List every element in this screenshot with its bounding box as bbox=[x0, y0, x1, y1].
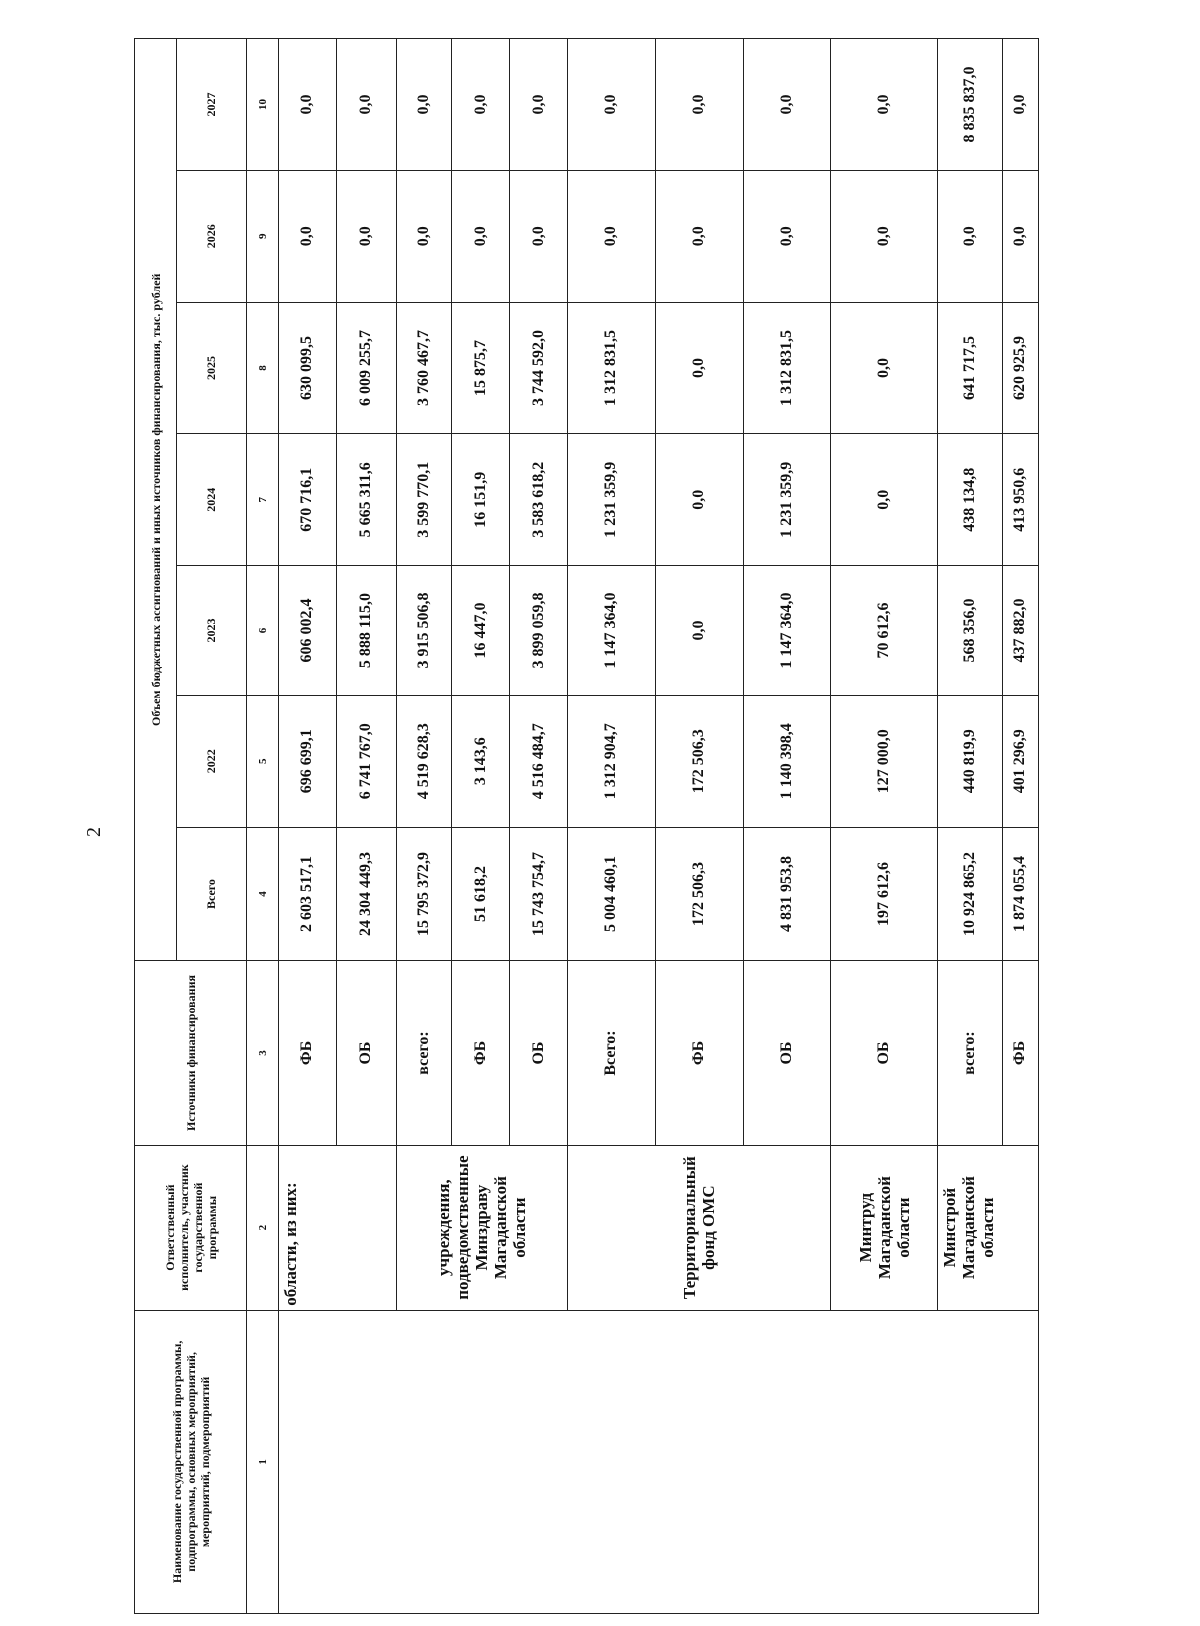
responsible-cell: области, из них: bbox=[279, 1145, 397, 1310]
header-year-2022: 2022 bbox=[177, 695, 247, 827]
value-cell: 1 874 055,4 bbox=[1002, 827, 1038, 961]
value-cell: 438 134,8 bbox=[938, 434, 1002, 566]
value-cell: 0,0 bbox=[567, 39, 655, 171]
value-cell: 0,0 bbox=[279, 39, 337, 171]
value-cell: 24 304 449,3 bbox=[336, 827, 396, 961]
header-responsible: Ответственный исполнитель, участник государственной программы bbox=[135, 1145, 247, 1310]
value-cell: 0,0 bbox=[831, 39, 938, 171]
value-cell: 568 356,0 bbox=[938, 566, 1002, 696]
source-cell: всего: bbox=[396, 961, 452, 1145]
value-cell: 3 744 592,0 bbox=[510, 302, 568, 434]
source-cell: ОБ bbox=[510, 961, 568, 1145]
responsible-cell: Территориальный фонд ОМС bbox=[567, 1145, 830, 1310]
value-cell: 1 312 904,7 bbox=[567, 695, 655, 827]
header-year-2024: 2024 bbox=[177, 434, 247, 566]
value-cell: 5 665 311,6 bbox=[336, 434, 396, 566]
value-cell: 0,0 bbox=[279, 170, 337, 302]
value-cell: 696 699,1 bbox=[279, 695, 337, 827]
value-cell: 0,0 bbox=[510, 170, 568, 302]
value-cell: 670 716,1 bbox=[279, 434, 337, 566]
header-year-2025: 2025 bbox=[177, 302, 247, 434]
value-cell: 1 312 831,5 bbox=[743, 302, 831, 434]
value-cell: 1 312 831,5 bbox=[567, 302, 655, 434]
source-cell: ФБ bbox=[1002, 961, 1038, 1145]
value-cell: 0,0 bbox=[396, 170, 452, 302]
value-cell: 0,0 bbox=[655, 39, 743, 171]
value-cell: 4 516 484,7 bbox=[510, 695, 568, 827]
value-cell: 0,0 bbox=[452, 39, 510, 171]
value-cell: 51 618,2 bbox=[452, 827, 510, 961]
value-cell: 1 231 359,9 bbox=[743, 434, 831, 566]
source-cell: ФБ bbox=[452, 961, 510, 1145]
value-cell: 0,0 bbox=[336, 39, 396, 171]
value-cell: 0,0 bbox=[336, 170, 396, 302]
value-cell: 0,0 bbox=[567, 170, 655, 302]
value-cell: 0,0 bbox=[510, 39, 568, 171]
column-number: 8 bbox=[247, 302, 279, 434]
source-cell: ФБ bbox=[279, 961, 337, 1145]
value-cell: 1 140 398,4 bbox=[743, 695, 831, 827]
column-number: 10 bbox=[247, 39, 279, 171]
value-cell: 15 875,7 bbox=[452, 302, 510, 434]
value-cell: 3 599 770,1 bbox=[396, 434, 452, 566]
column-number: 3 bbox=[247, 961, 279, 1145]
value-cell: 440 819,9 bbox=[938, 695, 1002, 827]
value-cell: 401 296,9 bbox=[1002, 695, 1038, 827]
value-cell: 0,0 bbox=[938, 170, 1002, 302]
value-cell: 6 009 255,7 bbox=[336, 302, 396, 434]
value-cell: 3 143,6 bbox=[452, 695, 510, 827]
value-cell: 0,0 bbox=[452, 170, 510, 302]
value-cell: 0,0 bbox=[831, 302, 938, 434]
value-cell: 197 612,6 bbox=[831, 827, 938, 961]
value-cell: 1 147 364,0 bbox=[743, 566, 831, 696]
value-cell: 437 882,0 bbox=[1002, 566, 1038, 696]
header-year-2023: 2023 bbox=[177, 566, 247, 696]
value-cell: 3 899 059,8 bbox=[510, 566, 568, 696]
value-cell: 16 151,9 bbox=[452, 434, 510, 566]
column-number: 7 bbox=[247, 434, 279, 566]
value-cell: 3 915 506,8 bbox=[396, 566, 452, 696]
value-cell: 6 741 767,0 bbox=[336, 695, 396, 827]
value-cell: 0,0 bbox=[655, 434, 743, 566]
table-row bbox=[279, 39, 337, 1614]
value-cell: 5 004 460,1 bbox=[567, 827, 655, 961]
source-cell: ФБ bbox=[655, 961, 743, 1145]
column-number: 9 bbox=[247, 170, 279, 302]
source-cell: ОБ bbox=[743, 961, 831, 1145]
value-cell: 1 147 364,0 bbox=[567, 566, 655, 696]
value-cell: 413 950,6 bbox=[1002, 434, 1038, 566]
value-cell: 0,0 bbox=[655, 302, 743, 434]
column-number: 1 bbox=[247, 1310, 279, 1613]
value-cell: 3 760 467,7 bbox=[396, 302, 452, 434]
source-cell: ОБ bbox=[831, 961, 938, 1145]
value-cell: 1 231 359,9 bbox=[567, 434, 655, 566]
responsible-cell: Минстрой Магаданской области bbox=[938, 1145, 1039, 1310]
header-year-2027: 2027 bbox=[177, 39, 247, 171]
value-cell: 0,0 bbox=[396, 39, 452, 171]
value-cell: 127 000,0 bbox=[831, 695, 938, 827]
value-cell: 630 099,5 bbox=[279, 302, 337, 434]
header-program-name: Наименование государственной программы, подпрограммы, основных мероприятий, мероприятий, подмероприятий bbox=[135, 1310, 247, 1613]
page-number: 2 bbox=[83, 827, 105, 837]
value-cell: 0,0 bbox=[655, 566, 743, 696]
source-cell: Всего: bbox=[567, 961, 655, 1145]
value-cell: 0,0 bbox=[1002, 39, 1038, 171]
column-number: 4 bbox=[247, 827, 279, 961]
value-cell: 0,0 bbox=[743, 39, 831, 171]
header-year-total: Всего bbox=[177, 827, 247, 961]
value-cell: 5 888 115,0 bbox=[336, 566, 396, 696]
value-cell: 3 583 618,2 bbox=[510, 434, 568, 566]
value-cell: 16 447,0 bbox=[452, 566, 510, 696]
header-financing-volume: Объем бюджетных ассигнований и иных источников финансирования, тыс. рублей bbox=[135, 39, 177, 961]
source-cell: ОБ bbox=[336, 961, 396, 1145]
responsible-cell: учреждения, подведомственные Минздраву Магаданской области bbox=[396, 1145, 567, 1310]
value-cell: 0,0 bbox=[831, 170, 938, 302]
value-cell: 172 506,3 bbox=[655, 695, 743, 827]
value-cell: 641 717,5 bbox=[938, 302, 1002, 434]
value-cell: 0,0 bbox=[1002, 170, 1038, 302]
value-cell: 4 831 953,8 bbox=[743, 827, 831, 961]
value-cell: 0,0 bbox=[743, 170, 831, 302]
value-cell: 0,0 bbox=[831, 434, 938, 566]
value-cell: 620 925,9 bbox=[1002, 302, 1038, 434]
value-cell: 70 612,6 bbox=[831, 566, 938, 696]
value-cell: 15 743 754,7 bbox=[510, 827, 568, 961]
source-cell: всего: bbox=[938, 961, 1002, 1145]
rotated-table-container bbox=[134, 38, 1039, 1614]
value-cell: 10 924 865,2 bbox=[938, 827, 1002, 961]
value-cell: 8 835 837,0 bbox=[938, 39, 1002, 171]
value-cell: 0,0 bbox=[655, 170, 743, 302]
value-cell: 172 506,3 bbox=[655, 827, 743, 961]
header-year-2026: 2026 bbox=[177, 170, 247, 302]
value-cell: 2 603 517,1 bbox=[279, 827, 337, 961]
value-cell: 15 795 372,9 bbox=[396, 827, 452, 961]
column-number: 2 bbox=[247, 1145, 279, 1310]
responsible-cell: Минтруд Магаданской области bbox=[831, 1145, 938, 1310]
financing-table bbox=[134, 38, 1039, 1614]
header-sources: Источники финансирования bbox=[135, 961, 247, 1145]
column-number: 5 bbox=[247, 695, 279, 827]
value-cell: 4 519 628,3 bbox=[396, 695, 452, 827]
program-name-cell bbox=[279, 1310, 1039, 1613]
column-number: 6 bbox=[247, 566, 279, 696]
value-cell: 606 002,4 bbox=[279, 566, 337, 696]
